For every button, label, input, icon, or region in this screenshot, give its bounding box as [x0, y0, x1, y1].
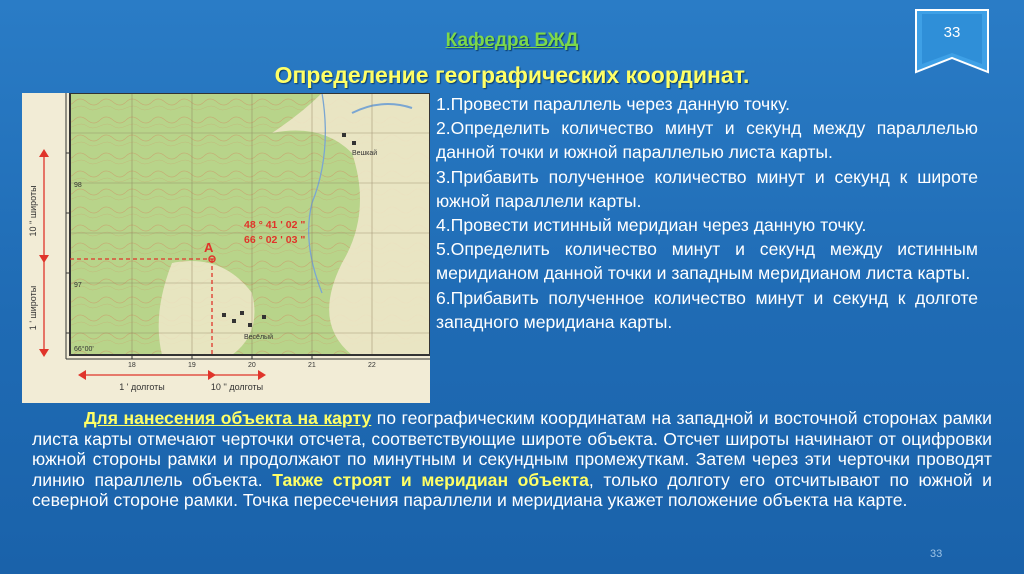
paragraph-text: , только долготу его отсчитывают по южной и северной стороне рамки. Точка пересечения параллели и меридиана укажет положение объекта на карте. — [32, 469, 993, 510]
longitude-annotation: 66 ° 02 ' 03 " — [244, 234, 306, 246]
longitude-1min-label: 1 ' долготы — [119, 382, 165, 392]
topographic-map — [22, 93, 430, 403]
grid-label: 20 — [248, 362, 256, 369]
step-item: 3.Прибавить полученное количество минут и секунд к широте южной параллели карты. — [436, 166, 978, 211]
step-item: 1.Провести параллель через данную точку. — [436, 94, 791, 114]
highlight-text: Также строят и меридиан объекта — [272, 469, 589, 490]
latitude-10sec-label: 10 '' широты — [28, 185, 38, 237]
map-corner-label: 66°00' — [74, 346, 94, 353]
paragraph-text: по географическим координатам на западной и восточной сторонах рамки листа карты отмечают черточки отсчета, соответствующие широте объекта. Отсчет широты начинают от оцифровки южной стороны рамки и продолжают по минутным и секундным промежуткам. Затем через эти черточки проводят линию параллель объекта. — [32, 408, 992, 490]
description-paragraph — [32, 408, 992, 511]
grid-label: 21 — [308, 362, 316, 369]
step-item: 2.Определить количество минут и секунд между параллелью данной точки и южной параллелью листа карты. — [436, 118, 978, 163]
page-number: 33 — [930, 548, 943, 560]
slide-title: Определение географических координат. — [274, 62, 750, 88]
step-item: 6.Прибавить полученное количество минут и секунд к долготе западного меридиана карты. — [436, 287, 978, 332]
grid-label: 19 — [188, 362, 196, 369]
slide-number-badge: 33 — [943, 24, 961, 41]
grid-label: 97 — [74, 282, 82, 289]
steps-list — [436, 92, 978, 334]
step-item: 4.Провести истинный меридиан через данную точку. — [436, 215, 867, 236]
point-a-label: A — [204, 240, 214, 255]
highlight-text: Для нанесения объекта на карту — [84, 408, 372, 428]
grid-label: 98 — [74, 182, 82, 189]
grid-label: 18 — [128, 362, 136, 369]
ribbon-badge-icon — [914, 8, 990, 74]
longitude-10sec-label: 10 '' долготы — [210, 382, 264, 392]
place-name: Весёлый — [244, 334, 273, 341]
latitude-1min-label: 1 ' широты — [28, 285, 38, 331]
department-title: Кафедра БЖД — [445, 30, 579, 51]
latitude-annotation: 48 ° 41 ' 02 " — [244, 219, 306, 231]
place-name: Вешкай — [352, 150, 378, 157]
step-item: 5.Определить количество минут и секунд между истинным меридианом данной точки и западным меридианом листа карты. — [436, 239, 978, 284]
grid-label: 22 — [368, 362, 376, 369]
